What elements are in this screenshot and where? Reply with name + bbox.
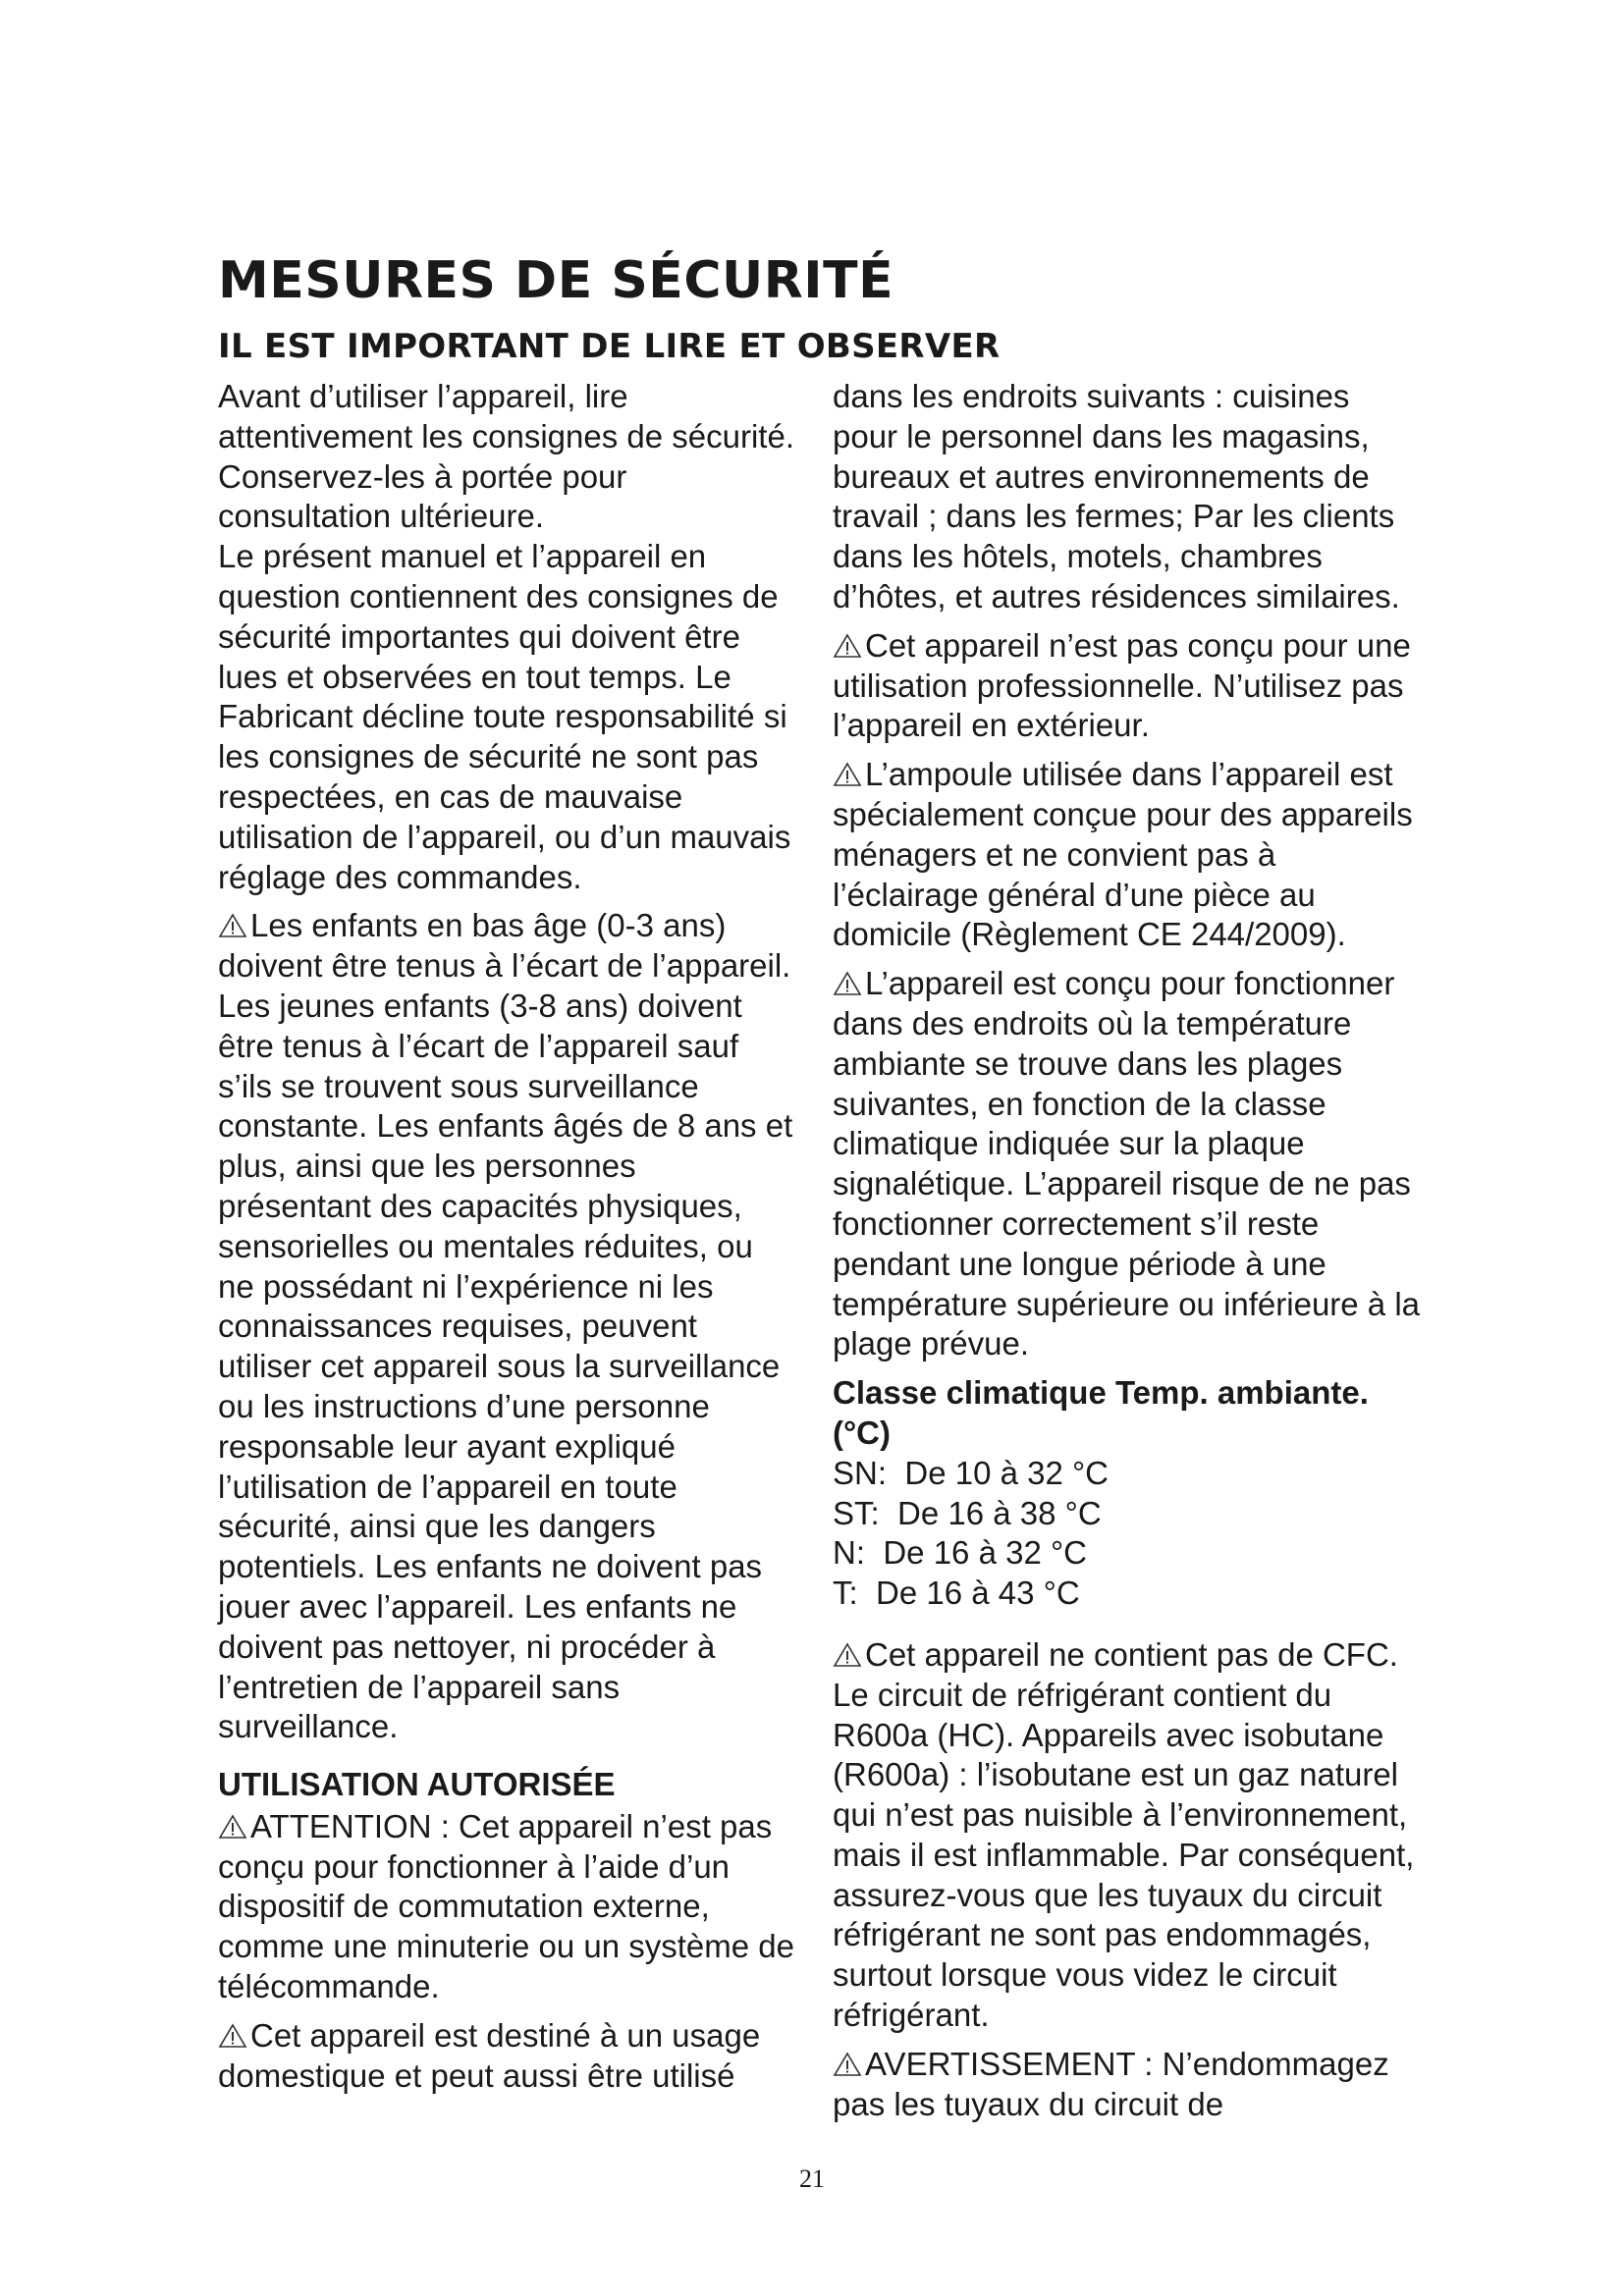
attention-paragraph	[218, 1807, 797, 2007]
climate-class-header: Classe climatique Temp. ambiante. (°C)	[833, 1374, 1369, 1451]
warning-triangle-icon	[218, 913, 247, 938]
refrigerant-paragraph	[833, 1635, 1422, 2036]
domestic-use-paragraph	[218, 2016, 797, 2097]
climate-class-range: De 16 à 38 °C	[897, 1494, 1102, 1531]
ambient-temperature-paragraph	[833, 964, 1422, 1364]
page-title: MESURES DE SÉCURITÉ	[218, 251, 894, 310]
climate-class-row	[833, 1454, 1422, 1494]
section-heading-authorized-use: UTILISATION AUTORISÉE	[218, 1766, 616, 1803]
children-warning-text: Les enfants en bas âge (0-3 ans) doivent être tenus à l’écart de l’appareil. Les jeunes enfants (3-8 ans) doivent être tenus à l’écart de l’appareil sauf s’ils se trouvent sous surveillance constante. Les enfants âgés de 8 ans et plus, ainsi que les personnes présentant des capacités physiques, sensorielles ou mentales réduites, ou ne possédant ni l’expérience ni les connaissances requises, peuvent utiliser cet appareil sous la surveillance ou les instructions d’une personne responsable leur ayant expliqué l’utilisation de l’appareil en toute sécurité, ainsi que les dangers potentiels. Les enfants ne doivent pas jouer avec l’appareil. Les enfants ne doivent pas nettoyer, ni procéder à l’entretien de l’appareil sans surveillance.	[218, 907, 793, 1745]
domestic-use-text: Cet appareil est destiné à un usage domestique et peut aussi être utilisé	[218, 2016, 761, 2094]
intro-paragraph: Avant d’utiliser l’appareil, lire attentivement les consignes de sécurité. Conservez-les à portée pour consultation ultérieure.	[218, 378, 794, 535]
page-subtitle: IL EST IMPORTANT DE LIRE ET OBSERVER	[218, 327, 1001, 366]
ambient-temperature-text: L’appareil est conçu pour fonctionner dans des endroits où la température ambiante se trouve dans les plages suivantes, en fonction de la classe climatique indiquée sur la plaque signalétique. L’appareil risque de ne pas fonctionner correctement s’il reste pendant une longue période à une température supérieure ou inférieure à la plage prévue.	[833, 965, 1421, 1362]
warning-triangle-icon	[218, 2023, 247, 2049]
lamp-paragraph	[833, 755, 1422, 955]
climate-class-table	[833, 1454, 1422, 1614]
professional-use-paragraph	[833, 626, 1422, 746]
warning-triangle-icon	[218, 1814, 247, 1840]
professional-use-text: Cet appareil n’est pas conçu pour une utilisation professionnelle. N’utilisez pas l’appareil en extérieur.	[833, 626, 1411, 744]
climate-class-code: ST:	[833, 1494, 880, 1531]
children-warning-paragraph	[218, 906, 797, 1747]
warning-triangle-icon	[833, 1642, 862, 1668]
climate-class-range: De 16 à 43 °C	[876, 1575, 1080, 1612]
refrigerant-text: Cet appareil ne contient pas de CFC. Le circuit de réfrigérant contient du R600a (HC). Appareils avec isobutane (R600a) : l’isobutane est un gaz naturel qui n’est pas nuisible à l’environnement, mais il est inflammable. Par conséquent, assurez-vous que les tuyaux du circuit réfrigérant ne sont pas endommagés, surtout lorsque vous videz le circuit réfrigérant.	[833, 1635, 1415, 2034]
climate-class-code: T:	[833, 1575, 858, 1612]
climate-class-range: De 16 à 32 °C	[883, 1534, 1087, 1572]
manual-paragraph: Le présent manuel et l’appareil en question contiennent des consignes de sécurité importantes qui doivent être lues et observées en tout temps. Le Fabricant décline toute responsabilité si les consignes de sécurité ne sont pas respectées, en cas de mauvaise utilisation de l’appareil, ou d’un mauvais réglage des commandes.	[218, 538, 791, 895]
warning-triangle-icon	[833, 633, 862, 659]
right-column	[833, 377, 1422, 2124]
warning-triangle-icon	[833, 971, 862, 996]
climate-class-range: De 10 à 32 °C	[904, 1454, 1110, 1491]
warning-triangle-icon	[833, 2052, 862, 2077]
climate-class-row	[833, 1574, 1422, 1614]
warning-triangle-icon	[833, 762, 862, 787]
climate-class-code: N:	[833, 1534, 865, 1572]
locations-paragraph: dans les endroits suivants : cuisines pour le personnel dans les magasins, bureaux et autres environnements de travail ; dans les fermes; Par les clients dans les hôtels, motels, chambres d’hôtes, et autres résidences similaires.	[833, 378, 1400, 614]
climate-class-code: SN:	[833, 1454, 888, 1491]
left-column	[218, 377, 797, 2096]
climate-class-row	[833, 1494, 1422, 1534]
avertissement-text: AVERTISSEMENT : N’endommagez pas les tuyaux du circuit de	[833, 2045, 1389, 2122]
attention-text: ATTENTION : Cet appareil n’est pas conçu pour fonctionner à l’aide d’un dispositif de commutation externe, comme une minuterie ou un système de télécommande.	[218, 1807, 794, 2005]
page-number: 21	[799, 2164, 825, 2193]
lamp-text: L’ampoule utilisée dans l’appareil est spécialement conçue pour des appareils ménagers et ne convient pas à l’éclairage général d’une pièce au domicile (Règlement CE 244/2009).	[833, 756, 1413, 953]
climate-class-row	[833, 1533, 1422, 1574]
avertissement-paragraph	[833, 2045, 1422, 2125]
